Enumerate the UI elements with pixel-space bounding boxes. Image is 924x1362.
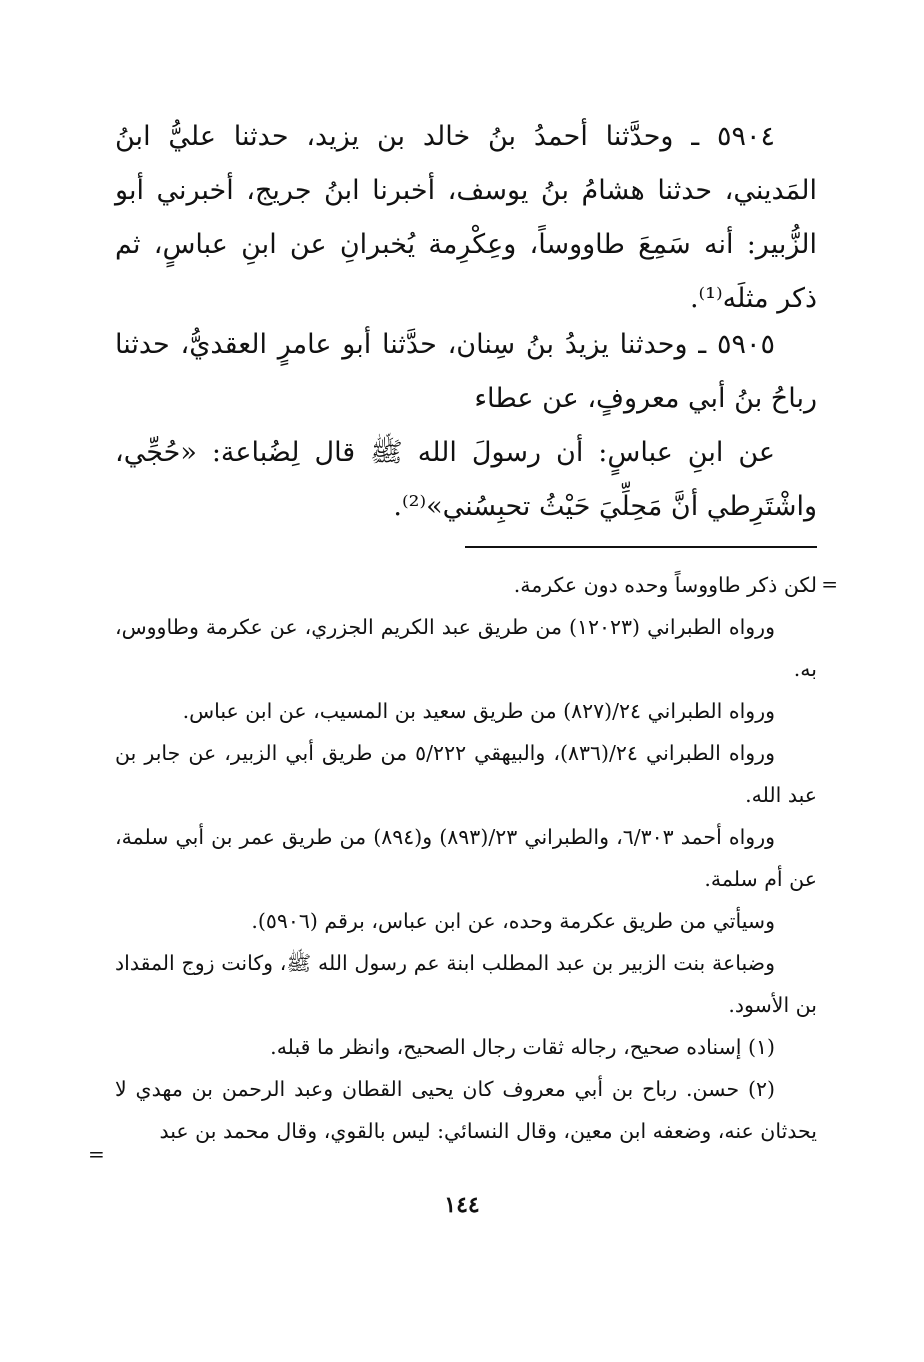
main-text bbox=[115, 110, 817, 326]
hadith-5905-chain: ٥٩٠٥ ـ وحدثنا يزيدُ بنُ سِنان، حدَّثنا أبو عامرٍ العقديُّ، حدثنا رباحُ بنُ أبي معروفٍ، عن عطاء bbox=[115, 329, 817, 414]
hadith-5904: ٥٩٠٤ ـ وحدَّثنا أحمدُ بنُ خالد بن يزيد، حدثنا عليُّ ابنُ المَديني، حدثنا هشامُ بنُ يوسف، أخبرنا ابنُ جريج، أخبرني أبو الزُّبير: أنه سَمِعَ طاووساً، وعِكْرِمة يُخبرانِ عن ابنِ عباسٍ، ثم ذكر مثلَه⁽¹⁾. bbox=[115, 121, 817, 314]
footnote-continuation-mark-end: = bbox=[88, 1142, 105, 1166]
footnote-continuation-mark-start: = bbox=[821, 572, 838, 596]
footnote-line: ورواه أحمد ٦/٣٠٣، والطبراني ٢٣/(٨٩٣) و(٨٩٤) من طريق عمر بن أبي سلمة، عن أم سلمة. bbox=[115, 825, 817, 891]
footnotes bbox=[115, 564, 817, 1152]
footnote-line: وسيأتي من طريق عكرمة وحده، عن ابن عباس، برقم (٥٩٠٦). bbox=[251, 909, 775, 933]
hadith-5905-text: عن ابنِ عباسٍ: أن رسولَ الله ﷺ قال لِضُباعة: «حُجِّي، واشْتَرِطي أنَّ مَحِلِّيَ حَيْثُ تحبِسُني»⁽²⁾. bbox=[115, 437, 817, 522]
footnote-line: ورواه الطبراني ٢٤/(٨٢٧) من طريق سعيد بن المسيب، عن ابن عباس. bbox=[182, 699, 775, 723]
main-text-3 bbox=[115, 426, 817, 534]
footnote-2: (٢) حسن. رباح بن أبي معروف كان يحيى القطان وعبد الرحمن بن مهدي لا يحدثان عنه، وضعفه ابن معين، وقال النسائي: ليس بالقوي، وقال محمد بن عبد bbox=[115, 1077, 817, 1143]
footnote-1: (١) إسناده صحيح، رجاله ثقات رجال الصحيح، وانظر ما قبله. bbox=[270, 1035, 775, 1059]
page-number: ١٤٤ bbox=[444, 1192, 480, 1218]
footnote-line: لكن ذكر طاووساً وحده دون عكرمة. bbox=[513, 573, 817, 597]
footnote-line: ورواه الطبراني ٢٤/(٨٣٦)، والبيهقي ٥/٢٢٢ من طريق أبي الزبير، عن جابر بن عبد الله. bbox=[115, 741, 817, 807]
footnote-divider bbox=[465, 546, 817, 548]
footnote-line: ورواه الطبراني (١٢٠٢٣) من طريق عبد الكريم الجزري، عن عكرمة وطاووس، به. bbox=[115, 615, 817, 681]
footnote-line: وضباعة بنت الزبير بن عبد المطلب ابنة عم رسول الله ﷺ، وكانت زوج المقداد بن الأسود. bbox=[115, 951, 817, 1017]
main-text-2 bbox=[115, 318, 817, 426]
